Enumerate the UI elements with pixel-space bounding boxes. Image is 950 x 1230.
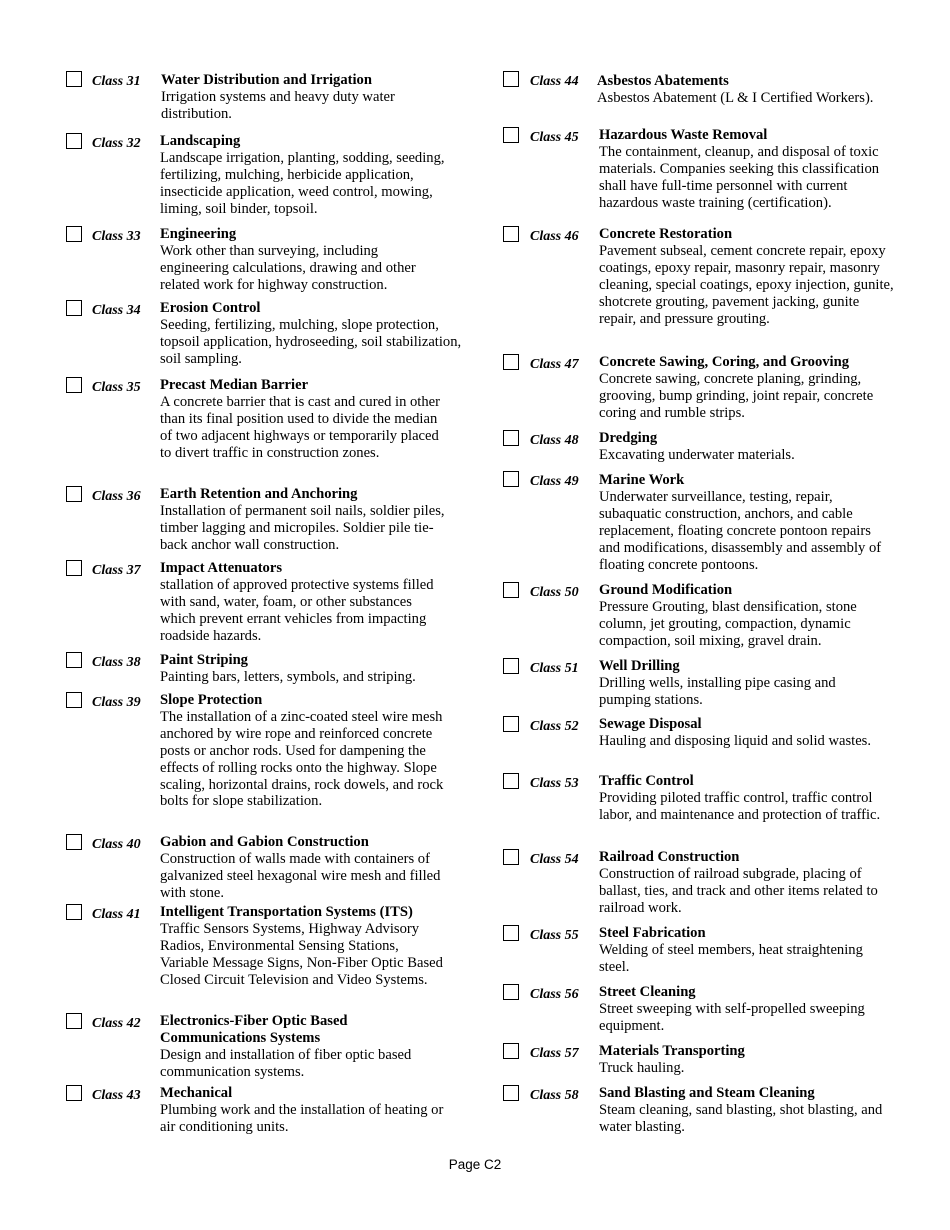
class-31-label: Class 31: [92, 74, 141, 89]
class-56-desc: Street sweeping with self-propelled sweeping equipment.: [599, 1000, 865, 1034]
class-57-checkbox[interactable]: [503, 1043, 519, 1059]
class-53-title: Traffic Control: [599, 773, 694, 789]
class-58-checkbox[interactable]: [503, 1085, 519, 1101]
class-52-checkbox[interactable]: [503, 716, 519, 732]
class-46-checkbox[interactable]: [503, 226, 519, 242]
class-58-label: Class 58: [530, 1088, 579, 1103]
class-33-desc: Work other than surveying, including engineering calculations, drawing and other related work for highway construction.: [160, 242, 416, 293]
class-47-title: Concrete Sawing, Coring, and Grooving: [599, 354, 850, 370]
class-44-title: Asbestos Abatements: [597, 73, 729, 89]
class-41-title: Intelligent Transportation Systems (ITS): [160, 904, 413, 920]
class-33-title: Engineering: [160, 226, 237, 242]
class-53-desc: Providing piloted traffic control, traffic control labor, and maintenance and protection of traffic.: [599, 789, 881, 823]
class-33-checkbox[interactable]: [66, 226, 82, 242]
class-45-desc: The containment, cleanup, and disposal of toxic materials. Companies seeking this classification shall have full-time personnel with current hazardous waste training (certification).: [599, 143, 880, 211]
class-47-checkbox[interactable]: [503, 354, 519, 370]
class-57-title: Materials Transporting: [599, 1043, 745, 1059]
class-45-checkbox[interactable]: [503, 127, 519, 143]
class-57-desc: Truck hauling.: [599, 1059, 685, 1076]
class-32-label: Class 32: [92, 136, 141, 151]
class-50-checkbox[interactable]: [503, 582, 519, 598]
class-42-title: Electronics-Fiber Optic Based Communications Systems: [160, 1013, 348, 1046]
class-39-checkbox[interactable]: [66, 692, 82, 708]
class-55-label: Class 55: [530, 928, 579, 943]
class-53-label: Class 53: [530, 776, 579, 791]
class-45-label: Class 45: [530, 130, 579, 145]
class-50-desc: Pressure Grouting, blast densification, stone column, jet grouting, compaction, dynamic compaction, soil mixing, gravel drain.: [599, 598, 857, 649]
class-38-title: Paint Striping: [160, 652, 248, 668]
class-43-title: Mechanical: [160, 1085, 233, 1101]
class-32-checkbox[interactable]: [66, 133, 82, 149]
class-54-desc: Construction of railroad subgrade, placing of ballast, ties, and track and other items related to railroad work.: [599, 865, 878, 916]
class-35-label: Class 35: [92, 380, 141, 395]
class-50-title: Ground Modification: [599, 582, 733, 598]
class-48-label: Class 48: [530, 433, 579, 448]
class-31-title: Water Distribution and Irrigation: [161, 72, 372, 88]
class-33-label: Class 33: [92, 229, 141, 244]
class-49-label: Class 49: [530, 474, 579, 489]
class-38-desc: Painting bars, letters, symbols, and striping.: [160, 668, 416, 685]
class-55-desc: Welding of steel members, heat straightening steel.: [599, 941, 863, 975]
class-38-checkbox[interactable]: [66, 652, 82, 668]
class-48-desc: Excavating underwater materials.: [599, 446, 795, 463]
class-49-checkbox[interactable]: [503, 471, 519, 487]
class-42-desc: Design and installation of fiber optic based communication systems.: [160, 1046, 412, 1080]
class-40-desc: Construction of walls made with containers of galvanized steel hexagonal wire mesh and filled with stone.: [160, 850, 441, 901]
class-41-desc: Traffic Sensors Systems, Highway Advisory Radios, Environmental Sensing Stations, Variable Message Signs, Non-Fiber Optic Based Closed Circuit Television and Video Systems.: [160, 920, 443, 988]
class-37-desc: stallation of approved protective systems filled with sand, water, foam, or other substances which prevent errant vehicles from impacting roadside hazards.: [160, 576, 434, 644]
class-35-desc: A concrete barrier that is cast and cured in other than its final position used to divide the median of two adjacent highways or temporarily placed to divert traffic in construction zones.: [160, 393, 440, 461]
class-46-title: Concrete Restoration: [599, 226, 733, 242]
class-56-label: Class 56: [530, 987, 579, 1002]
class-54-title: Railroad Construction: [599, 849, 740, 865]
class-32-title: Landscaping: [160, 133, 241, 149]
class-37-title: Impact Attenuators: [160, 560, 283, 576]
class-45-title: Hazardous Waste Removal: [599, 127, 768, 143]
class-48-checkbox[interactable]: [503, 430, 519, 446]
class-36-checkbox[interactable]: [66, 486, 82, 502]
class-36-label: Class 36: [92, 489, 141, 504]
class-51-title: Well Drilling: [599, 658, 680, 674]
class-41-label: Class 41: [92, 907, 141, 922]
class-44-label: Class 44: [530, 74, 579, 89]
class-51-checkbox[interactable]: [503, 658, 519, 674]
class-36-title: Earth Retention and Anchoring: [160, 486, 358, 502]
class-37-label: Class 37: [92, 563, 141, 578]
class-39-label: Class 39: [92, 695, 141, 710]
class-37-checkbox[interactable]: [66, 560, 82, 576]
class-39-title: Slope Protection: [160, 692, 263, 708]
class-43-label: Class 43: [92, 1088, 141, 1103]
class-34-checkbox[interactable]: [66, 300, 82, 316]
class-32-desc: Landscape irrigation, planting, sodding, seeding, fertilizing, mulching, herbicide application, insecticide application, weed control, mowing, liming, soil binder, topsoil.: [160, 149, 445, 217]
class-53-checkbox[interactable]: [503, 773, 519, 789]
class-51-label: Class 51: [530, 661, 579, 676]
class-46-desc: Pavement subseal, cement concrete repair, epoxy coatings, epoxy repair, masonry repair, masonry cleaning, special coatings, epoxy injection, gunite, shotcrete grouting, pavement jacking, gunite repair, and pressure grouting.: [599, 242, 894, 327]
class-54-checkbox[interactable]: [503, 849, 519, 865]
class-52-label: Class 52: [530, 719, 579, 734]
class-44-desc: Asbestos Abatement (L & I Certified Workers).: [597, 89, 874, 106]
class-49-title: Marine Work: [599, 472, 685, 488]
class-56-title: Street Cleaning: [599, 984, 696, 1000]
class-39-desc: The installation of a zinc-coated steel wire mesh anchored by wire rope and reinforced concrete posts or anchor rods. Used for dampening the effects of rolling rocks onto the highway. Slope scaling, horizontal drains, rock dowels, and rock bolts for slope stabilization.: [160, 708, 444, 810]
class-38-label: Class 38: [92, 655, 141, 670]
class-48-title: Dredging: [599, 430, 658, 446]
class-40-label: Class 40: [92, 837, 141, 852]
class-41-checkbox[interactable]: [66, 904, 82, 920]
class-35-title: Precast Median Barrier: [160, 377, 309, 393]
class-46-label: Class 46: [530, 229, 579, 244]
class-35-checkbox[interactable]: [66, 377, 82, 393]
class-50-label: Class 50: [530, 585, 579, 600]
class-34-desc: Seeding, fertilizing, mulching, slope protection, topsoil application, hydroseeding, soil stabilization, soil sampling.: [160, 316, 462, 367]
class-55-title: Steel Fabrication: [599, 925, 706, 941]
page-number: Page C2: [448, 1157, 502, 1172]
class-40-checkbox[interactable]: [66, 834, 82, 850]
class-31-checkbox[interactable]: [66, 71, 82, 87]
class-34-title: Erosion Control: [160, 300, 261, 316]
class-43-checkbox[interactable]: [66, 1085, 82, 1101]
class-57-label: Class 57: [530, 1046, 579, 1061]
class-49-desc: Underwater surveillance, testing, repair, subaquatic construction, anchors, and cable replacement, floating concrete pontoon repairs and modifications, disassembly and assembly of floating concrete pontoons.: [599, 488, 882, 573]
class-36-desc: Installation of permanent soil nails, soldier piles, timber lagging and micropiles. Soldier pile tie-back anchor wall construction.: [160, 502, 445, 553]
class-58-desc: Steam cleaning, sand blasting, shot blasting, and water blasting.: [599, 1101, 883, 1135]
class-54-label: Class 54: [530, 852, 579, 867]
class-56-checkbox[interactable]: [503, 984, 519, 1000]
class-52-desc: Hauling and disposing liquid and solid wastes.: [599, 732, 871, 749]
class-52-title: Sewage Disposal: [599, 716, 702, 732]
class-58-title: Sand Blasting and Steam Cleaning: [599, 1085, 815, 1101]
class-43-desc: Plumbing work and the installation of heating or air conditioning units.: [160, 1101, 444, 1135]
class-51-desc: Drilling wells, installing pipe casing and pumping stations.: [599, 674, 836, 708]
class-55-checkbox[interactable]: [503, 925, 519, 941]
class-47-desc: Concrete sawing, concrete planing, grinding, grooving, bump grinding, joint repair, concrete coring and rumble strips.: [599, 370, 874, 421]
class-31-desc: Irrigation systems and heavy duty water distribution.: [161, 88, 395, 122]
class-40-title: Gabion and Gabion Construction: [160, 834, 369, 850]
class-42-checkbox[interactable]: [66, 1013, 82, 1029]
class-42-label: Class 42: [92, 1016, 141, 1031]
class-44-checkbox[interactable]: [503, 71, 519, 87]
class-47-label: Class 47: [530, 357, 579, 372]
class-34-label: Class 34: [92, 303, 141, 318]
